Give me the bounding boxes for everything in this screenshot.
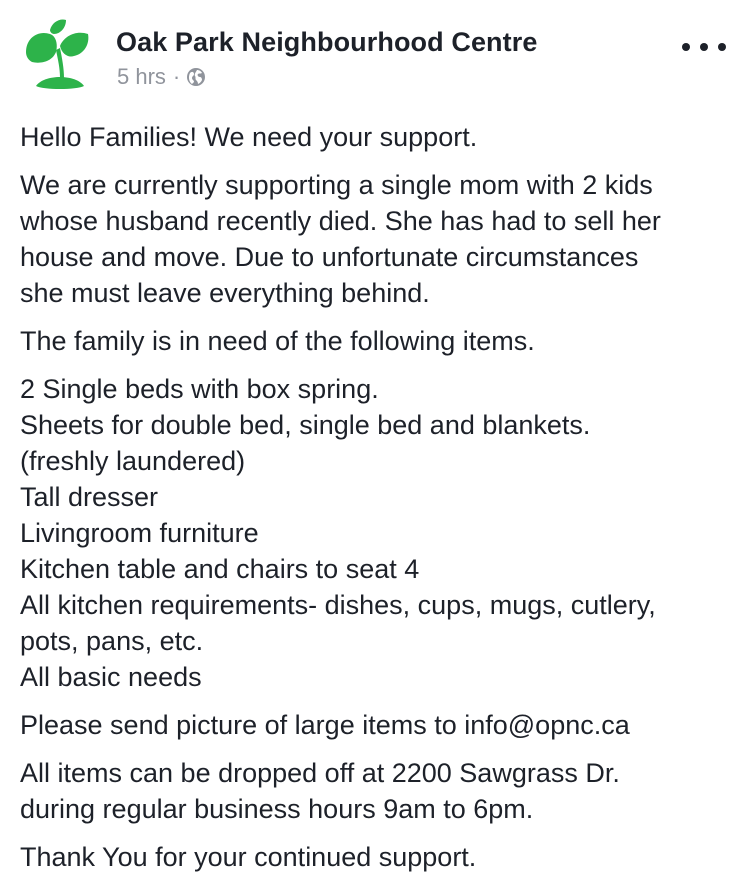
post-paragraph (20, 323, 740, 359)
post-text-line: Kitchen table and chairs to seat 4 (20, 554, 420, 584)
post-paragraph (20, 707, 740, 743)
more-dot (718, 43, 726, 51)
post-paragraph (20, 119, 740, 155)
page-avatar[interactable] (20, 16, 100, 96)
post-paragraph (20, 371, 740, 695)
post-text-line: during regular business hours 9am to 6pm. (20, 794, 534, 824)
globe-icon[interactable] (186, 67, 206, 87)
post-body (20, 119, 740, 887)
post-paragraph (20, 839, 740, 875)
more-dot (700, 43, 708, 51)
post-text-line: house and move. Due to unfortunate circumstances (20, 242, 639, 272)
post-text-line: she must leave everything behind. (20, 278, 430, 308)
post-text-line: Hello Families! We need your support. (20, 122, 478, 152)
post-text-line: whose husband recently died. She has had to sell her (20, 206, 661, 236)
page-name-link[interactable]: Oak Park Neighbourhood Centre (116, 27, 538, 57)
post-text-line: Sheets for double bed, single bed and blankets. (20, 410, 591, 440)
post-header (0, 0, 750, 110)
meta-separator: · (172, 64, 181, 89)
post-paragraph (20, 167, 740, 311)
post-text-line: All items can be dropped off at 2200 Sawgrass Dr. (20, 758, 620, 788)
more-dot (682, 43, 690, 51)
post-text-line: All basic needs (20, 662, 202, 692)
post-text-line: Please send picture of large items to info@opnc.ca (20, 710, 630, 740)
post-text-line: 2 Single beds with box spring. (20, 374, 379, 404)
post-text-line: pots, pans, etc. (20, 626, 204, 656)
post-text-line: Livingroom furniture (20, 518, 259, 548)
post-text-line: We are currently supporting a single mom with 2 kids (20, 170, 653, 200)
post-text-line: (freshly laundered) (20, 446, 246, 476)
post-meta (117, 64, 206, 90)
sprout-logo-icon (20, 16, 100, 96)
post-timestamp[interactable]: 5 hrs (117, 64, 166, 89)
post-text-line: Thank You for your continued support. (20, 842, 477, 872)
post-text-line: Tall dresser (20, 482, 159, 512)
post-text-line: All kitchen requirements- dishes, cups, mugs, cutlery, (20, 590, 656, 620)
post-paragraph (20, 755, 740, 827)
post-text-line: The family is in need of the following items. (20, 326, 535, 356)
more-options-button[interactable] (682, 34, 726, 60)
